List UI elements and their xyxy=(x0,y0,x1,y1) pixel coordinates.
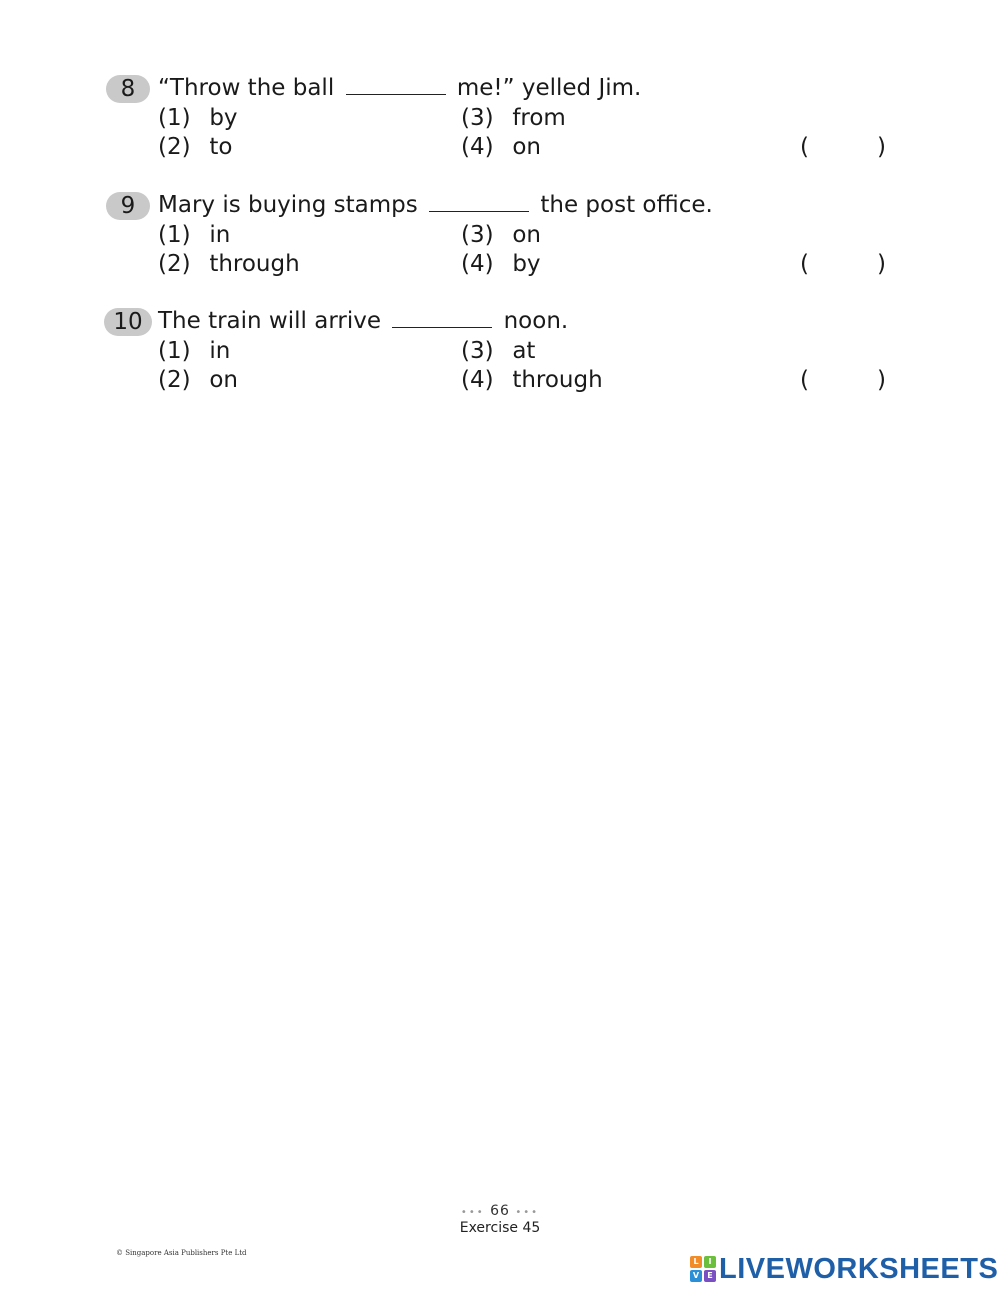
logo-letter: E xyxy=(704,1270,716,1282)
answer-box-open-paren: ( xyxy=(800,367,809,393)
option-text: at xyxy=(512,338,536,364)
option-text: by xyxy=(209,105,238,131)
option-number: (4) xyxy=(461,251,494,277)
exercise-label: Exercise 45 xyxy=(459,1220,541,1236)
option-text: in xyxy=(209,222,231,248)
stem-after: noon. xyxy=(503,308,569,334)
option-number: (1) xyxy=(158,222,191,248)
option-2 xyxy=(158,132,232,162)
option-1 xyxy=(158,103,238,133)
option-4 xyxy=(461,365,603,395)
stem-before: The train will arrive xyxy=(158,308,381,334)
option-number: (4) xyxy=(461,134,494,160)
question-stem xyxy=(158,306,568,336)
option-text: on xyxy=(209,367,238,393)
stem-after: the post office. xyxy=(540,192,713,218)
option-4 xyxy=(461,132,541,162)
option-number: (2) xyxy=(158,251,191,277)
option-3 xyxy=(461,220,541,250)
page-number xyxy=(440,1203,560,1219)
answer-box-open-paren: ( xyxy=(800,134,809,160)
decorative-dots: ••• xyxy=(515,1207,540,1218)
question-number-badge: 8 xyxy=(106,75,150,103)
question-number-badge: 9 xyxy=(106,192,150,220)
option-number: (3) xyxy=(461,222,494,248)
answer-box-close-paren: ) xyxy=(877,251,886,277)
answer-box-open-paren: ( xyxy=(800,251,809,277)
question-8 xyxy=(0,75,1000,175)
option-number: (1) xyxy=(158,338,191,364)
option-2 xyxy=(158,249,300,279)
option-4 xyxy=(461,249,541,279)
option-text: by xyxy=(512,251,541,277)
question-9 xyxy=(0,192,1000,292)
question-stem xyxy=(158,190,713,220)
logo-letter: V xyxy=(690,1270,702,1282)
liveworksheets-brand xyxy=(690,1254,998,1284)
stem-after: me!” yelled Jim. xyxy=(456,75,642,101)
brand-name: LIVEWORKSHEETS xyxy=(719,1252,999,1285)
liveworksheets-logo-icon xyxy=(690,1256,716,1282)
option-text: to xyxy=(209,134,233,160)
option-text: from xyxy=(512,105,566,131)
question-number-badge: 10 xyxy=(104,308,152,336)
option-text: through xyxy=(209,251,300,277)
option-number: (1) xyxy=(158,105,191,131)
option-number: (4) xyxy=(461,367,494,393)
option-number: (2) xyxy=(158,134,191,160)
logo-letter: L xyxy=(690,1256,702,1268)
option-text: on xyxy=(512,134,541,160)
option-text: through xyxy=(512,367,603,393)
logo-letter: I xyxy=(704,1256,716,1268)
question-10 xyxy=(0,308,1000,408)
option-number: (3) xyxy=(461,105,494,131)
answer-box-close-paren: ) xyxy=(877,367,886,393)
answer-blank xyxy=(392,307,492,328)
option-text: in xyxy=(209,338,231,364)
page-number-value: 66 xyxy=(490,1203,510,1219)
option-3 xyxy=(461,336,535,366)
option-number: (3) xyxy=(461,338,494,364)
option-1 xyxy=(158,220,230,250)
option-3 xyxy=(461,103,566,133)
question-stem xyxy=(158,73,641,103)
copyright-notice: © Singapore Asia Publishers Pte Ltd xyxy=(116,1249,247,1257)
option-text: on xyxy=(512,222,541,248)
decorative-dots: ••• xyxy=(460,1207,485,1218)
option-2 xyxy=(158,365,238,395)
stem-before: “Throw the ball xyxy=(158,75,335,101)
stem-before: Mary is buying stamps xyxy=(158,192,418,218)
answer-box-close-paren: ) xyxy=(877,134,886,160)
answer-blank xyxy=(429,191,529,212)
option-number: (2) xyxy=(158,367,191,393)
option-1 xyxy=(158,336,230,366)
answer-blank xyxy=(346,74,446,95)
